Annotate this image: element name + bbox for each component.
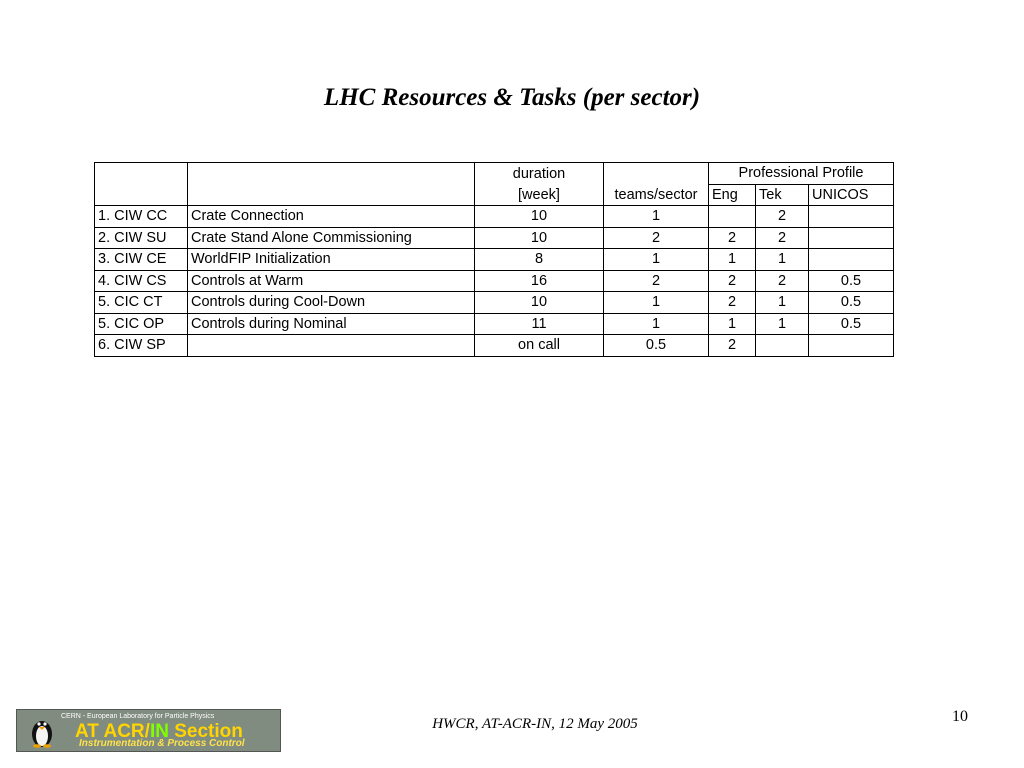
row-duration: 16 [475, 270, 604, 292]
row-unicos [809, 335, 894, 357]
logo-org-text: CERN - European Laboratory for Particle Physics [61, 713, 215, 720]
header-empty-cell [95, 163, 188, 185]
table-row [95, 249, 894, 271]
table-header-row [95, 184, 894, 206]
row-teams: 1 [604, 249, 709, 271]
row-tek: 1 [756, 292, 809, 314]
row-eng: 2 [709, 335, 756, 357]
resources-table [94, 162, 894, 357]
row-duration: 11 [475, 313, 604, 335]
header-unicos: UNICOS [809, 184, 894, 206]
row-duration: 10 [475, 206, 604, 228]
table-row [95, 270, 894, 292]
row-eng: 1 [709, 249, 756, 271]
row-id: 2. CIW SU [95, 227, 188, 249]
row-duration: 10 [475, 292, 604, 314]
row-eng: 2 [709, 270, 756, 292]
logo-at-acr: AT ACR/ [75, 721, 150, 742]
row-tek: 1 [756, 313, 809, 335]
row-task: Controls during Nominal [188, 313, 475, 335]
row-unicos: 0.5 [809, 292, 894, 314]
row-task: Controls during Cool-Down [188, 292, 475, 314]
logo-subtitle: Instrumentation & Process Control [79, 738, 245, 749]
row-teams: 2 [604, 270, 709, 292]
row-tek [756, 335, 809, 357]
row-id: 4. CIW CS [95, 270, 188, 292]
page-number: 10 [952, 708, 968, 725]
header-empty-cell [188, 163, 475, 185]
row-id: 3. CIW CE [95, 249, 188, 271]
header-empty-cell [95, 184, 188, 206]
table-row [95, 335, 894, 357]
row-eng [709, 206, 756, 228]
row-eng: 2 [709, 227, 756, 249]
logo-in: IN [149, 721, 169, 742]
header-week: [week] [475, 184, 604, 206]
row-unicos [809, 206, 894, 228]
logo-section-word: Section [168, 721, 243, 742]
row-task: WorldFIP Initialization [188, 249, 475, 271]
row-teams: 1 [604, 292, 709, 314]
table-row [95, 292, 894, 314]
row-unicos [809, 227, 894, 249]
table-row [95, 206, 894, 228]
table-row [95, 313, 894, 335]
row-teams: 2 [604, 227, 709, 249]
row-eng: 2 [709, 292, 756, 314]
table-header-row [95, 163, 894, 185]
row-unicos: 0.5 [809, 270, 894, 292]
row-tek: 2 [756, 270, 809, 292]
row-unicos [809, 249, 894, 271]
row-teams: 0.5 [604, 335, 709, 357]
row-teams: 1 [604, 206, 709, 228]
row-id: 5. CIC CT [95, 292, 188, 314]
header-tek: Tek [756, 184, 809, 206]
row-unicos: 0.5 [809, 313, 894, 335]
header-empty-cell [188, 184, 475, 206]
row-task [188, 335, 475, 357]
row-id: 1. CIW CC [95, 206, 188, 228]
header-empty-cell [604, 163, 709, 185]
header-professional-profile: Professional Profile [709, 163, 894, 185]
row-id: 6. CIW SP [95, 335, 188, 357]
row-teams: 1 [604, 313, 709, 335]
row-duration: 10 [475, 227, 604, 249]
row-tek: 2 [756, 227, 809, 249]
row-tek: 2 [756, 206, 809, 228]
row-task: Crate Connection [188, 206, 475, 228]
footer-text: HWCR, AT-ACR-IN, 12 May 2005 [432, 716, 638, 732]
row-tek: 1 [756, 249, 809, 271]
header-teams: teams/sector [604, 184, 709, 206]
table-row [95, 227, 894, 249]
header-eng: Eng [709, 184, 756, 206]
row-task: Crate Stand Alone Commissioning [188, 227, 475, 249]
row-eng: 1 [709, 313, 756, 335]
row-task: Controls at Warm [188, 270, 475, 292]
header-duration: duration [475, 163, 604, 185]
row-id: 5. CIC OP [95, 313, 188, 335]
row-duration: on call [475, 335, 604, 357]
slide-title: LHC Resources & Tasks (per sector) [323, 84, 701, 111]
row-duration: 8 [475, 249, 604, 271]
